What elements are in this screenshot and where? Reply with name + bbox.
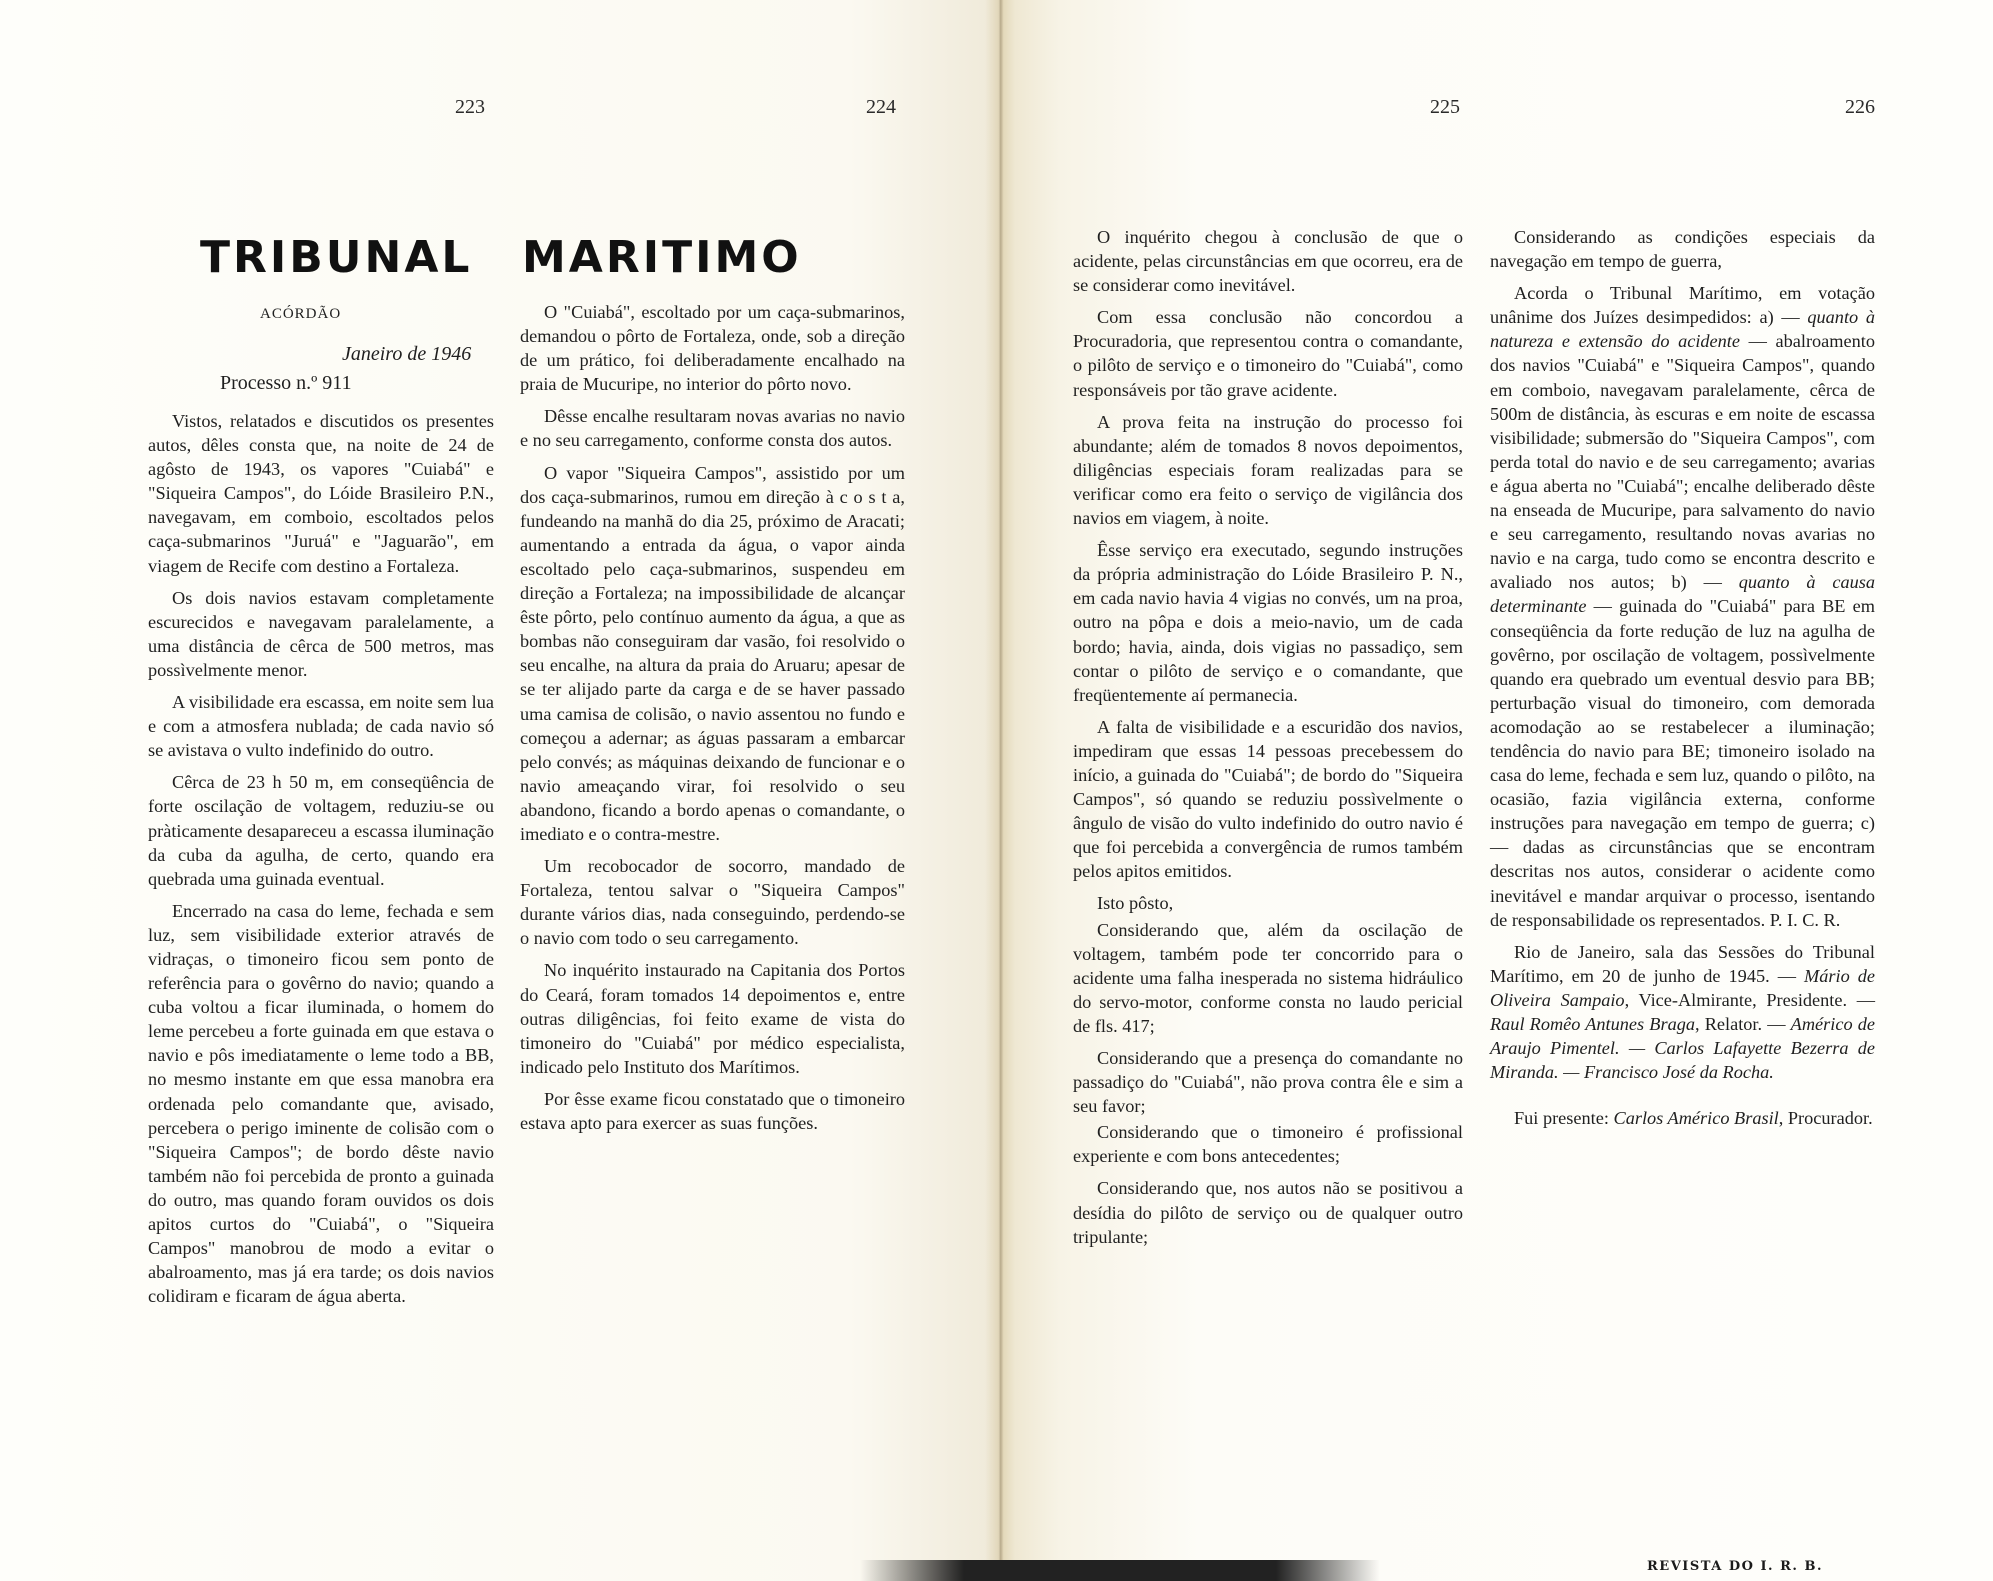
paragraph: Considerando que, além da oscilação de voltagem, também pode ter concorrido para o acidente uma falha inesperada no sistema hidráulico do servo-motor, conforme consta no laudo pericial de fls. 417; — [1073, 919, 1463, 1036]
attendance-paragraph — [1490, 1106, 1875, 1130]
paragraph: A visibilidade era escassa, em noite sem lua e com a atmosfera nublada; de cada navio só se avistava o vulto indefinido do outro. — [148, 692, 494, 761]
paragraph: Vistos, relatados e discutidos os presentes autos, dêles consta que, na noite de 24 de agôsto de 1943, os vapores "Cuiabá" e "Siqueira Campos", do Lóide Brasileiro P.N., navegavam, em comboio, escoltados pelos caça-submarinos "Juruá" e "Jaguarão", em viagem de Recife com destino a Fortaleza. — [148, 411, 494, 576]
journal-footer: REVISTA DO I. R. B. — [1647, 1559, 1823, 1574]
paragraph: Êsse serviço era executado, segundo instruções da própria administração do Lóide Brasileiro P. N., em cada navio havia 4 vigias no convés, um na proa, outro na pôpa e dois a meio-navio, um de cada bordo; havia, ainda, dois vigias no passadiço, sem contar o pilôto de serviço e o comandante, que freqüentemente aí permanecia. — [1073, 540, 1463, 705]
page-number-225: 225 — [1430, 96, 1460, 118]
page-number-223: 223 — [455, 96, 485, 118]
paragraph: O inquérito chegou à conclusão de que o acidente, pelas circunstâncias em que ocorreu, era de se considerar como inevitável. — [1073, 227, 1463, 296]
paragraph: Considerando as condições especiais da navegação em tempo de guerra, — [1490, 227, 1875, 272]
ruling-paragraph — [1490, 281, 1875, 932]
column-3 — [1073, 225, 1463, 1257]
title-part-2: MARITIMO — [522, 232, 802, 283]
title-part-1: TRIBUNAL — [200, 232, 473, 283]
paragraph: Considerando que a presença do comandante no passadiço do "Cuiabá", não prova contra êle e sim a seu favor; — [1073, 1048, 1463, 1117]
text-span: — abalroamento dos navios "Cuiabá" e "Siqueira Campos", quando em comboio, navegavam paralelamente, cêrca de 500m de distância, às escuras e em noite de escassa visibilidade; submersão do "Siqueira Campos", com perda total do navio e de seu carregamento; avarias e água aberta no "Cuiabá"; encalhe deliberado dêste na enseada de Mucuripe, para salvamento do navio e seu carregamento, resultando novas avarias no navio e na carga, tudo como se encontra descrito e avaliado nos autos; b) — — [1490, 331, 1875, 593]
paragraph: Considerando que o timoneiro é profissional experiente e com bons antecedentes; — [1073, 1122, 1463, 1167]
paragraph: O "Cuiabá", escoltado por um caça-submarinos, demandou o pôrto de Fortaleza, onde, sob a direção de um prático, foi deliberadamente encalhado na praia de Mucuripe, no interior do pôrto novo. — [520, 302, 905, 395]
prosecutor-name: Carlos Américo Brasil — [1613, 1108, 1779, 1129]
paragraph: Encerrado na casa do leme, fechada e sem luz, sem visibilidade exterior através de vidraças, o timoneiro ficou sem ponto de referência para o govêrno do navio; quando a cuba voltou a ficar iluminada, o homem do leme percebeu a forte guinada em que estava o navio e pôs imediatamente o leme todo a BB, no mesmo instante em que essa manobra era ordenada pelo comandante que, avisado, percebera o perigo iminente de colisão com o "Siqueira Campos"; de bordo dêste navio também não foi percebida de pronto a guinada do outro, mas quando foram ouvidos os dois apitos curtos do "Cuiabá", o "Siqueira Campos" manobrou de modo a evitar o abalroamento, mas já era tarde; os dois navios colidiram e ficaram de água aberta. — [148, 900, 494, 1307]
paragraph: Os dois navios estavam completamente escurecidos e navegavam paralelamente, a uma distância de cêrca de 500 metros, mas possìvelmente menor. — [148, 587, 494, 680]
paragraph: A falta de visibilidade e a escuridão dos navios, impediram que essas 14 pessoas precebessem do início, a guinada do "Cuiabá"; de bordo do "Siqueira Campos", só quando se reduziu possìvelmente o ângulo de visão do vulto indefinido do outro navio é que foi percebida a convergência de rumos também pelos apitos emitidos. — [1073, 716, 1463, 882]
text-span: , Procurador. — [1778, 1108, 1873, 1129]
signatory-name: Mário de Oliveira Sampaio — [1490, 965, 1875, 1010]
column-1 — [148, 409, 494, 1316]
signatory-names: Américo de Araujo Pimentel. — Carlos Lafayette Bezerra de Miranda. — Francisco José da Rocha. — [1490, 1014, 1875, 1083]
paragraph: Um recobocador de socorro, mandado de Fortaleza, tentou salvar o "Siqueira Campos" durante vários dias, nada conseguindo, perdendo-se o navio com todo o seu carregamento. — [520, 856, 905, 949]
paragraph: No inquérito instaurado na Capitania dos Portos do Ceará, foram tomados 14 depoimentos e, entre outras diligências, foi feito exame de vista do timoneiro do "Cuiabá" por médico especialista, indicado pelo Instituto dos Marítimos. — [520, 960, 905, 1077]
text-span: Fui presente: — [1514, 1108, 1614, 1129]
signature-paragraph — [1490, 940, 1875, 1085]
scan-shadow — [860, 1560, 1380, 1581]
page-number-226: 226 — [1845, 96, 1875, 118]
decision-date: Janeiro de 1946 — [342, 343, 472, 365]
italic-span: quanto à natureza e extensão do acidente — [1490, 307, 1876, 352]
process-number: Processo n.º 911 — [220, 372, 352, 394]
paragraph: O vapor "Siqueira Campos", assistido por um dos caça-submarinos, rumou em direção à c o s t a, fundeando na manhã do dia 25, próximo de Aracati; aumentando a entrada da água, o vapor ainda escoltado pelo caça-submarinos, suspendeu em direção a Fortaleza; na impossibilidade de alcançar êste pôrto, pelo contínuo aumento da água, a que as bombas não conseguiram dar vasão, foi resolvido o seu encalhe, na altura da praia do Aruaru; apesar de se ter alijado parte da carga e de se haver passado uma camisa de colisão, o navio assentou no fundo e começou a adernar; as águas passaram a embarcar pelo convés; as máquinas deixando de funcionar e o navio ameaçando virar, foi resolvido o seu abandono, ficando a bordo apenas o comandante, o imediato e o contra-mestre. — [520, 462, 905, 844]
book-gutter — [985, 0, 1015, 1581]
signatory-name: Raul Romêo Antunes Braga — [1490, 1014, 1695, 1034]
text-span: Rio de Janeiro, sala das Sessões do Tribunal Marítimo, em 20 de junho de 1945. — — [1490, 941, 1875, 986]
paragraph: Por êsse exame ficou constatado que o timoneiro estava apto para exercer as suas funções. — [520, 1088, 905, 1133]
page-number-224: 224 — [866, 96, 896, 118]
acordao-heading: ACÓRDÃO — [260, 306, 342, 322]
italic-span: quanto à causa determinante — [1490, 572, 1875, 617]
page-title — [200, 232, 820, 283]
text-span: , Vice-Almirante, Presidente. — — [1624, 989, 1875, 1010]
paragraph: Cêrca de 23 h 50 m, em conseqüência de forte oscilação de voltagem, reduziu-se ou pràticamente desapareceu a escassa iluminação da cuba da agulha, de certo, quando era quebrada uma guinada eventual. — [148, 772, 494, 889]
text-span: — guinada do "Cuiabá" para BE em conseqüência da forte redução de luz na agulha de govêrno, por oscilação de voltagem, possìvelmente quando era quebrado um eventual desvio para BB; perturbação visual do timoneiro, com demorada acomodação ao se restabelecer a iluminação; tendência do navio para BE; timoneiro isolado na casa do leme, fechada e sem luz, quando o pilôto, na ocasião, fazia vigilância externa, conforme instruções para navegação em tempo de guerra; c) — dadas as circunstâncias que se encontram descritas nos autos, considerar o acidente como inevitável e mandar arquivar o processo, isentando de responsabilidade os representados. P. I. C. R. — [1490, 596, 1875, 930]
paragraph: Considerando que, nos autos não se positivou a desídia do pilôto de serviço ou de qualquer outro tripulante; — [1073, 1178, 1463, 1247]
paragraph: Isto pôsto, — [1097, 893, 1174, 914]
paragraph: A prova feita na instrução do processo foi abundante; além de tomados 8 novos depoimentos, diligências especiais foram realizadas para se verificar como era feito o serviço de vigilância dos navios em viagem, à noite. — [1073, 411, 1463, 529]
column-2 — [520, 300, 905, 1143]
text-span: Acorda o Tribunal Marítimo, em votação unânime dos Juízes desimpedidos: a) — — [1490, 283, 1875, 328]
text-span: , Relator. — — [1695, 1014, 1791, 1034]
paragraph: Com essa conclusão não concordou a Procuradoria, que representou contra o comandante, o pilôto de serviço e o timoneiro do "Cuiabá", como responsáveis por tão grave acidente. — [1073, 307, 1463, 400]
column-4 — [1490, 225, 1875, 1138]
paragraph: Dêsse encalhe resultaram novas avarias no navio e no seu carregamento, conforme consta dos autos. — [520, 406, 905, 451]
